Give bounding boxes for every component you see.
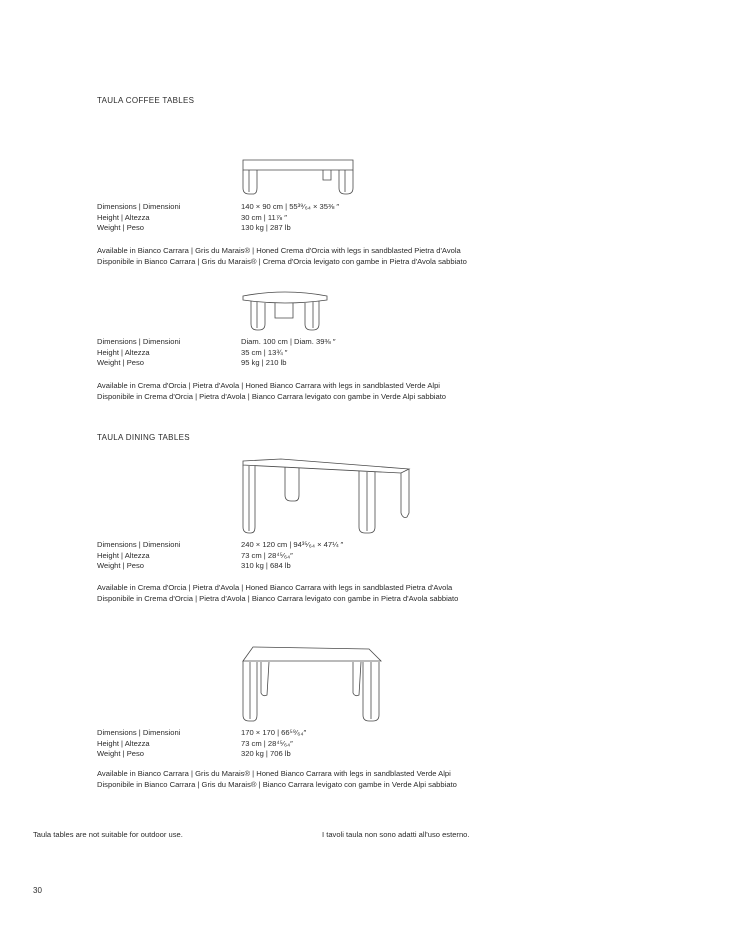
availability-italian: Disponibile in Crema d'Orcia | Pietra d'Avola | Bianco Carrara levigato con gambe in Verde Alpi sabbiato — [97, 391, 447, 401]
availability-english: Available in Crema d'Orcia | Pietra d'Avola | Honed Bianco Carrara with legs in sandblasted Pietra d'Avola — [97, 583, 453, 592]
spec-label: Dimensions | Dimensioni — [97, 728, 181, 737]
footnote-english: Taula tables are not suitable for outdoor use. — [33, 830, 183, 839]
availability-italian: Disponibile in Bianco Carrara | Gris du Marais® | Bianco Carrara levigato con gambe in Verde Alpi sabbiato — [97, 779, 457, 789]
spec-value: 170 × 170 | 66⁵⁹⁄₆₄″ — [241, 728, 307, 737]
spec-value: 130 kg | 287 lb — [241, 223, 291, 232]
spec-label: Dimensions | Dimensioni — [97, 540, 181, 549]
spec-value: Diam. 100 cm | Diam. 39⅜ ″ — [241, 337, 336, 346]
footnote-italian: I tavoli taula non sono adatti all'uso esterno. — [322, 830, 470, 839]
spec-value: 95 kg | 210 lb — [241, 358, 287, 367]
section-title-dining-tables: TAULA DINING TABLES — [97, 433, 190, 442]
availability-italian: Disponibile in Bianco Carrara | Gris du Marais® | Crema d'Orcia levigato con gambe in Pietra d'Avola sabbiato — [97, 256, 467, 266]
availability-english: Available in Bianco Carrara | Gris du Marais® | Honed Crema d'Orcia with legs in sandblasted Pietra d'Avola — [97, 246, 461, 255]
dining-table-square-drawing — [241, 645, 385, 723]
spec-value: 73 cm | 28⁴⁵⁄₆₄″ — [241, 550, 293, 560]
spec-label: Dimensions | Dimensioni — [97, 337, 181, 346]
spec-label: Height | Altezza — [97, 347, 150, 357]
section-title-coffee-tables: TAULA COFFEE TABLES — [97, 96, 195, 105]
spec-value: 30 cm | 11⅞ ″ — [241, 212, 287, 222]
page-number: 30 — [33, 886, 42, 895]
spec-value: 35 cm | 13¾ ″ — [241, 347, 288, 357]
spec-label: Weight | Peso — [97, 561, 144, 570]
spec-value: 240 × 120 cm | 94³⁵⁄₆₄ × 47¼ ″ — [241, 540, 344, 549]
dining-table-rectangular-drawing — [241, 457, 413, 535]
availability-italian: Disponibile in Crema d'Orcia | Pietra d'Avola | Bianco Carrara levigato con gambe in Pietra d'Avola sabbiato — [97, 593, 459, 603]
spec-label: Dimensions | Dimensioni — [97, 202, 181, 211]
coffee-table-round-drawing — [241, 290, 329, 332]
spec-value: 140 × 90 cm | 55³⁹⁄₆₄ × 35⅜ ″ — [241, 202, 340, 211]
spec-value: 73 cm | 28⁴⁵⁄₆₄″ — [241, 738, 293, 748]
availability-english: Available in Bianco Carrara | Gris du Marais® | Honed Bianco Carrara with legs in sandblasted Verde Alpi — [97, 769, 451, 778]
availability-english: Available in Crema d'Orcia | Pietra d'Avola | Honed Bianco Carrara with legs in sandblasted Verde Alpi — [97, 381, 440, 390]
spec-label: Height | Altezza — [97, 550, 150, 560]
spec-label: Weight | Peso — [97, 749, 144, 758]
spec-label: Height | Altezza — [97, 212, 150, 222]
spec-label: Height | Altezza — [97, 738, 150, 748]
spec-label: Weight | Peso — [97, 358, 144, 367]
spec-value: 320 kg | 706 lb — [241, 749, 291, 758]
spec-label: Weight | Peso — [97, 223, 144, 232]
spec-value: 310 kg | 684 lb — [241, 561, 291, 570]
coffee-table-rectangular-drawing — [241, 158, 355, 198]
